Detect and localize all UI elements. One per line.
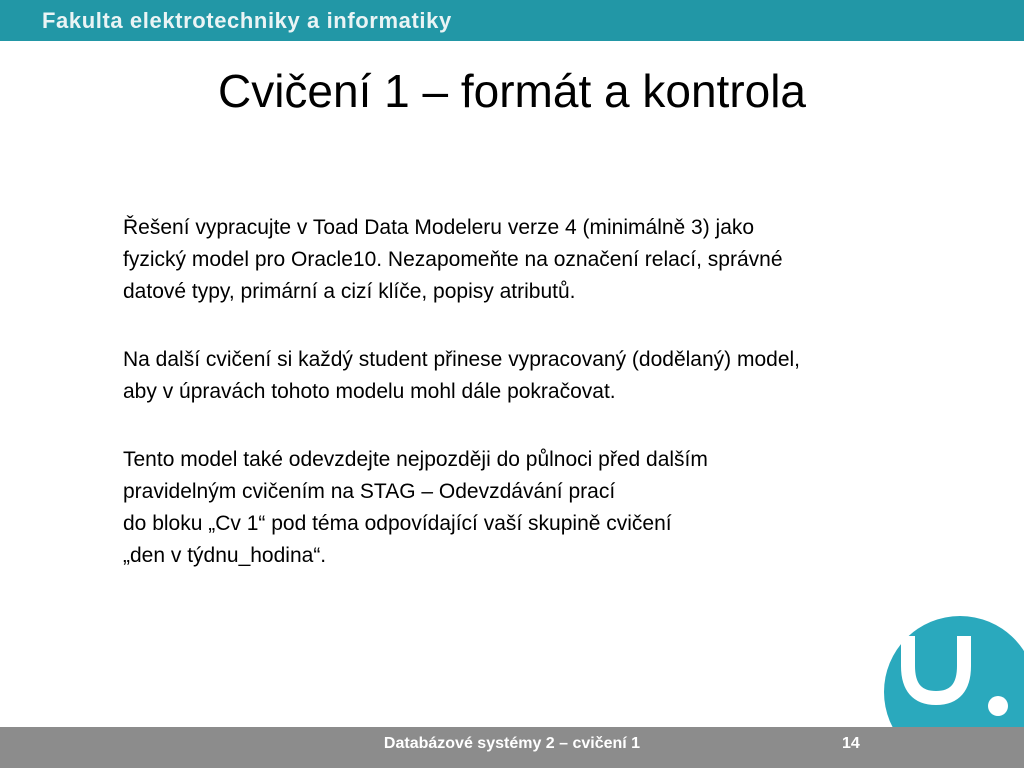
text-line: Tento model také odevzdejte nejpozději do půlnoci před dalším: [123, 448, 708, 471]
paragraph-3: [123, 444, 973, 572]
footer-title: Databázové systémy 2 – cvičení 1: [383, 735, 641, 752]
text-line: fyzický model pro Oracle10. Nezapomeňte na označení relací, správné: [123, 248, 783, 271]
text-line: datové typy, primární a cizí klíče, popisy atributů.: [123, 280, 576, 303]
paragraph-2: [123, 344, 973, 408]
text-line: Řešení vypracujte v Toad Data Modeleru verze 4 (minimálně 3) jako: [123, 216, 755, 239]
footer-bar: [0, 727, 1024, 768]
text-line: „den v týdnu_hodina“.: [123, 544, 327, 567]
header-bar: [0, 0, 1024, 41]
logo-dot-white: [988, 696, 1008, 716]
slide-title: Cvičení 1 – formát a kontrola: [217, 65, 807, 117]
slide-content: [123, 212, 973, 608]
text-line: Na další cvičení si každý student přinese vypracovaný (dodělaný) model,: [123, 348, 801, 371]
text-line: do bloku „Cv 1“ pod téma odpovídající vaší skupině cvičení: [123, 512, 672, 535]
page-number: 14: [842, 735, 860, 752]
paragraph-1: [123, 212, 973, 308]
faculty-name: Fakulta elektrotechniky a informatiky: [42, 8, 452, 33]
text-line: pravidelným cvičením na STAG – Odevzdávání prací: [123, 480, 616, 503]
text-line: aby v úpravách tohoto modelu mohl dále pokračovat.: [123, 380, 616, 403]
